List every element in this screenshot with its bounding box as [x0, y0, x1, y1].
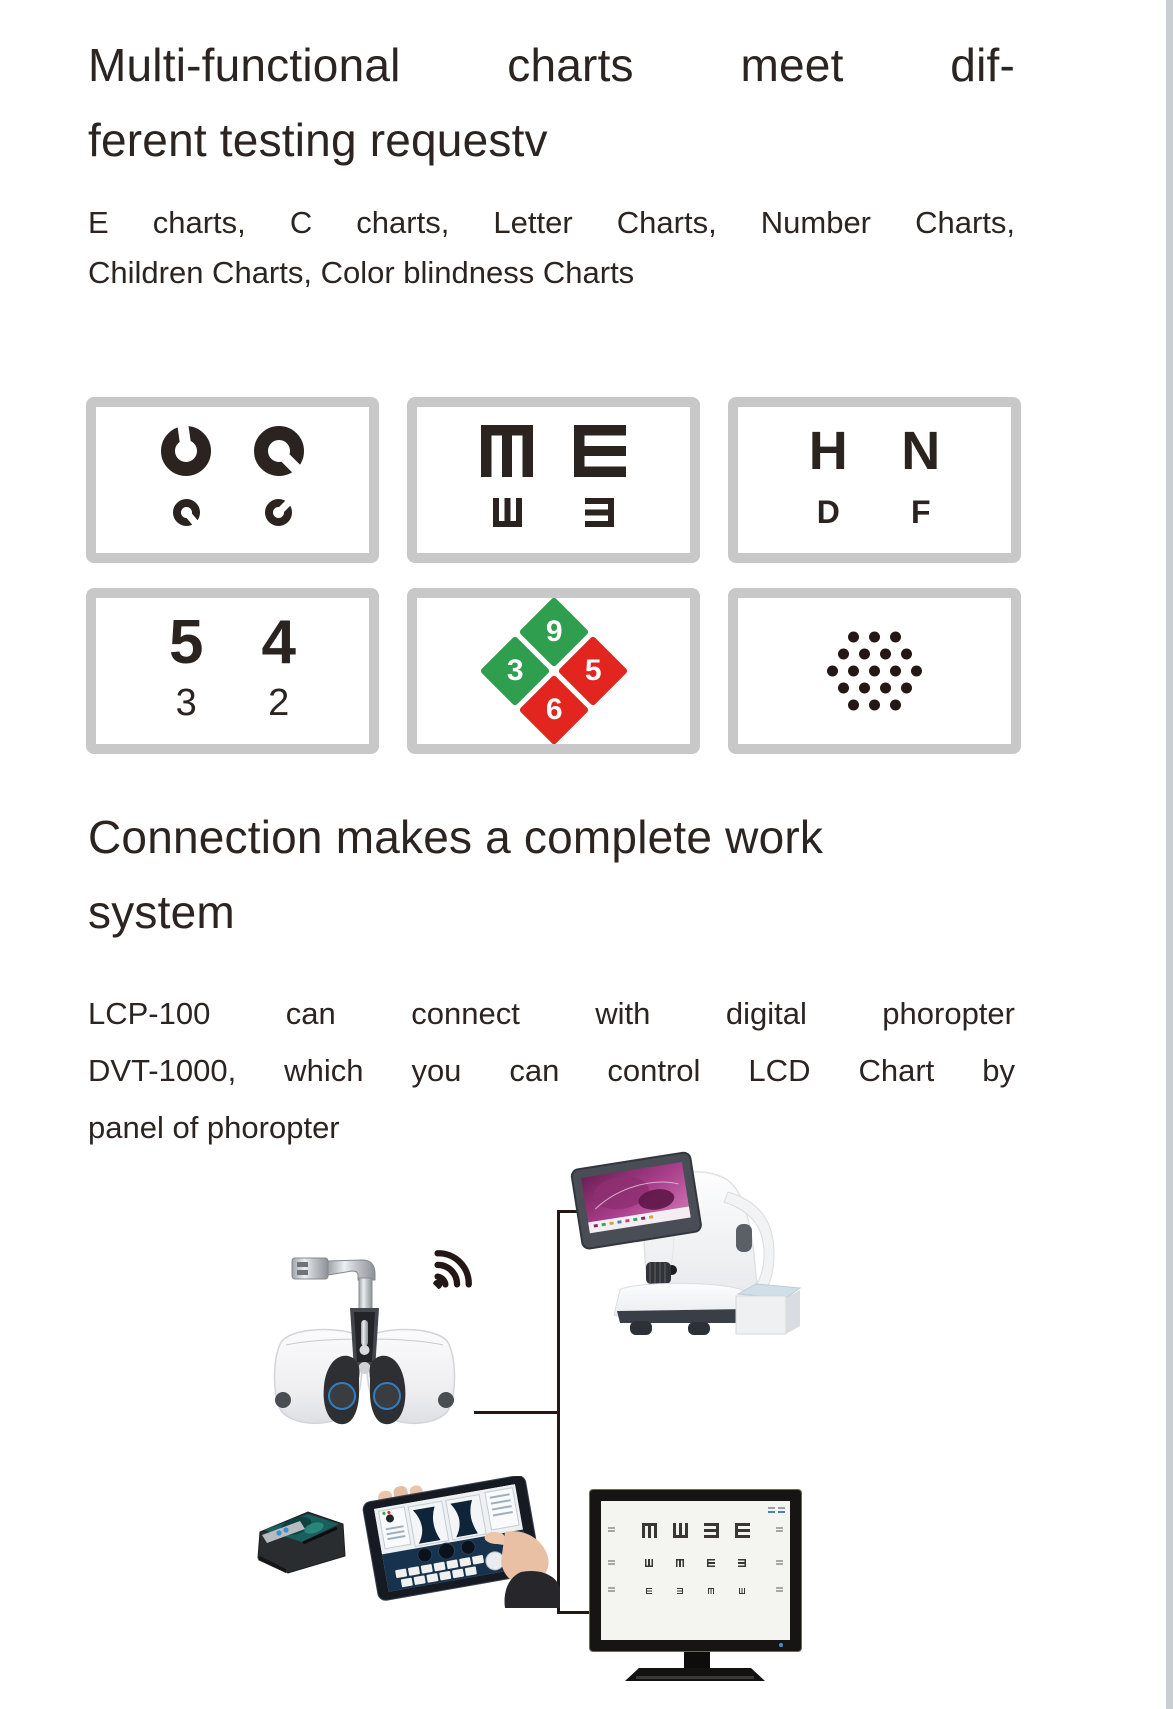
monitor-power-led — [779, 1643, 783, 1647]
heading-line: system — [88, 886, 235, 938]
connector-mid-stub — [474, 1411, 560, 1414]
tumbling-e-optotype — [707, 1559, 715, 1567]
dot — [848, 632, 859, 643]
connection-body — [88, 985, 1015, 1156]
letter-grid — [738, 407, 1011, 553]
monitor-stand-base — [625, 1668, 765, 1681]
acuity-mark — [776, 1560, 783, 1567]
landolt-ring — [161, 426, 211, 476]
number-optotype: 2 — [268, 681, 290, 724]
body-line: Children Charts, Color blindness Charts — [88, 255, 635, 290]
dot-row — [738, 632, 1011, 643]
heading-line: Connection makes a complete work — [88, 811, 824, 863]
tumbling-e-optotype — [738, 1559, 746, 1567]
chart-box-numbers — [86, 588, 379, 754]
letter-optotype: D — [816, 493, 840, 530]
intro-body — [88, 198, 1015, 298]
dot — [880, 649, 891, 660]
number-optotype: 3 — [175, 681, 197, 724]
monitor-glyphs — [645, 1559, 746, 1567]
dot — [890, 666, 901, 677]
chart-box-color-blindness — [407, 588, 700, 754]
tumbling-e-optotype — [677, 1588, 683, 1594]
color-diamond: 5 — [557, 636, 628, 707]
monitor-chart-row — [601, 1559, 790, 1567]
monitor-glyphs — [646, 1588, 745, 1594]
page-edge-strip — [1166, 0, 1173, 1709]
acuity-mark — [608, 1527, 615, 1534]
tumbling-e-optotype — [739, 1588, 745, 1594]
monitor-corner-info — [759, 1505, 785, 1513]
monitor-bezel — [589, 1489, 802, 1652]
heading-line: Multi-functional charts meet dif- — [88, 39, 1015, 91]
dot — [859, 649, 870, 660]
intro-heading — [88, 28, 1015, 178]
dot — [869, 632, 880, 643]
dot — [869, 700, 880, 711]
number-optotype: 5 — [169, 607, 204, 677]
acuity-mark — [776, 1527, 783, 1534]
body-line: panel of phoropter — [88, 1110, 340, 1145]
dot — [890, 632, 901, 643]
color-diamond: 9 — [518, 597, 589, 668]
dot-row — [738, 683, 1011, 694]
dot-row — [738, 649, 1011, 660]
monitor-screen — [601, 1501, 790, 1640]
tumbling-e-optotype — [735, 1523, 750, 1538]
dot — [890, 700, 901, 711]
acuity-mark — [608, 1587, 615, 1594]
color-diamond: 3 — [479, 636, 550, 707]
letter-optotype: F — [910, 493, 931, 530]
tumbling-e-optotype — [493, 498, 522, 527]
dot — [901, 649, 912, 660]
monitor-chart-row — [601, 1587, 790, 1594]
heading-line: ferent testing requestv — [88, 114, 548, 166]
dot — [838, 649, 849, 660]
landolt-ring — [173, 499, 200, 526]
chart-box-dot-pattern — [728, 588, 1021, 754]
dot — [911, 666, 922, 677]
letter-optotype: H — [808, 421, 848, 482]
dot — [880, 683, 891, 694]
dot — [848, 666, 859, 677]
tumbling-e-optotype — [673, 1523, 688, 1538]
body-line: DVT-1000, which you can control LCD Chart by — [88, 1053, 1015, 1088]
acuity-mark — [608, 1560, 615, 1567]
monitor-glyphs — [642, 1523, 750, 1538]
dot — [859, 683, 870, 694]
letter-optotype: N — [901, 421, 941, 482]
dot — [848, 700, 859, 711]
chart-box-landolt-c — [86, 397, 379, 563]
dot-row — [738, 666, 1011, 677]
dot-cluster — [738, 632, 1011, 711]
body-line: LCP-100 can connect with digital phoropter — [88, 996, 1015, 1031]
tumbling-e-optotype — [585, 498, 614, 527]
number-optotype: 4 — [261, 607, 296, 677]
monitor-chart-row — [601, 1523, 790, 1538]
dot — [901, 683, 912, 694]
lcd-chart-monitor — [589, 1489, 802, 1652]
number-grid — [96, 598, 369, 744]
connector-bottom-stub — [557, 1611, 592, 1614]
tumbling-e-optotype — [708, 1588, 714, 1594]
landolt-ring — [265, 499, 292, 526]
dot — [827, 666, 838, 677]
landolt-ring — [254, 426, 304, 476]
tumbling-e-optotype — [645, 1559, 653, 1567]
phoropter-image — [262, 1248, 467, 1443]
chart-box-letters — [728, 397, 1021, 563]
landolt-grid — [96, 407, 369, 553]
body-line: E charts, C charts, Letter Charts, Number Charts, — [88, 205, 1015, 240]
chart-box-tumbling-e — [407, 397, 700, 563]
chart-preview-grid — [86, 397, 1021, 754]
tumbling-grid — [417, 407, 690, 553]
monitor-stand-neck — [684, 1652, 710, 1668]
dot — [869, 666, 880, 677]
auto-refractometer-image — [560, 1150, 805, 1340]
dot — [838, 683, 849, 694]
acuity-mark — [776, 1587, 783, 1594]
color-diamond: 6 — [518, 675, 589, 746]
connection-heading — [88, 800, 1015, 950]
dot-row — [738, 700, 1011, 711]
thermal-printer-image — [250, 1498, 355, 1578]
control-tablet-image — [345, 1476, 560, 1608]
tumbling-e-optotype — [646, 1588, 652, 1594]
tumbling-e-optotype — [574, 425, 626, 477]
tumbling-e-optotype — [704, 1523, 719, 1538]
tumbling-e-optotype — [676, 1559, 684, 1567]
tumbling-e-optotype — [481, 425, 533, 477]
tumbling-e-optotype — [642, 1523, 657, 1538]
diamond-cluster — [479, 596, 629, 746]
